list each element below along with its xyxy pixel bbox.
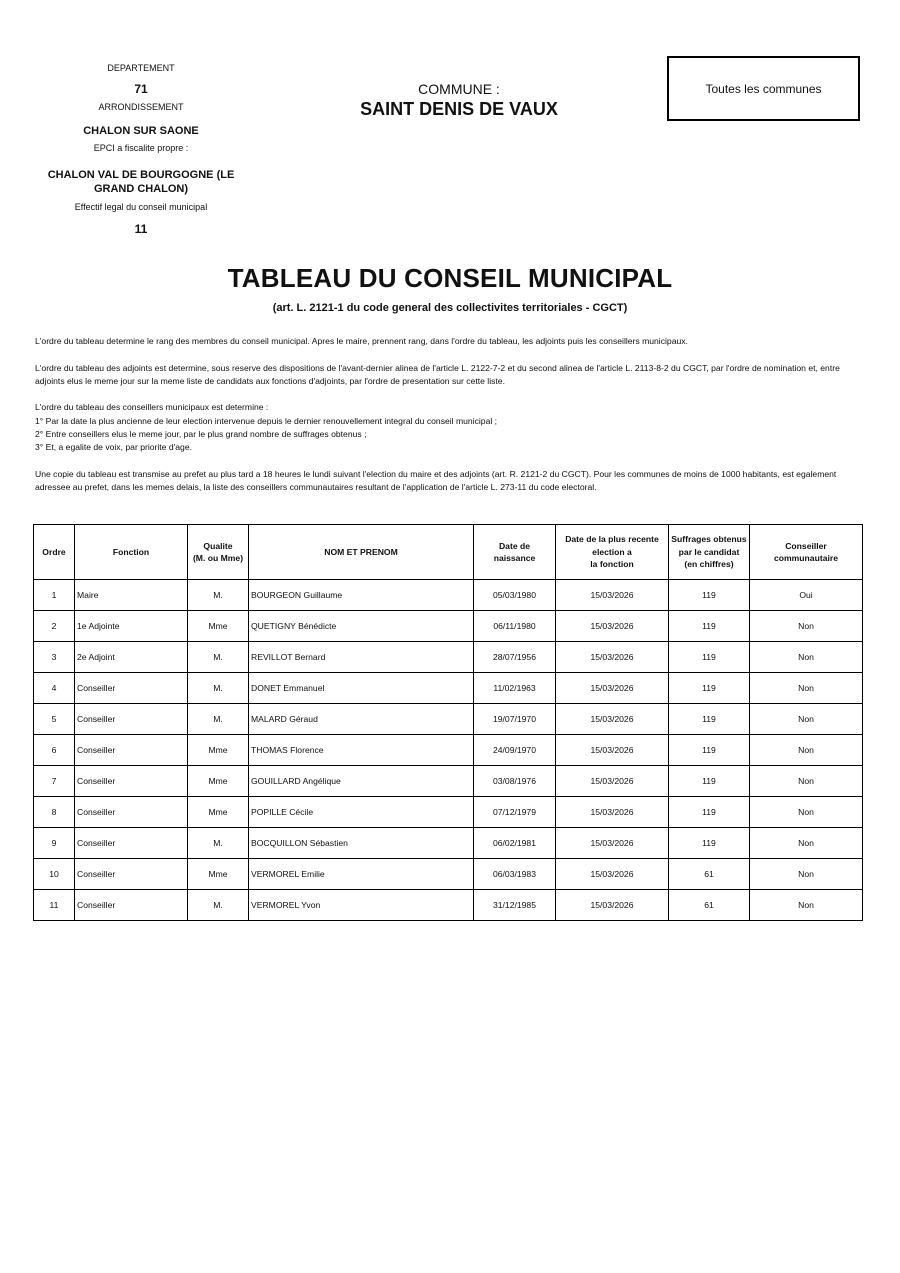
cell-qualite: Mme <box>188 611 249 642</box>
cell-ordre: 10 <box>34 859 75 890</box>
header-communautaire: Conseiller communautaire <box>750 525 863 580</box>
commune-heading <box>300 80 618 120</box>
cell-election: 15/03/2026 <box>556 735 669 766</box>
page-title: TABLEAU DU CONSEIL MUNICIPAL <box>227 263 673 293</box>
cell-ordre: 4 <box>34 673 75 704</box>
header-fonction: Fonction <box>75 525 188 580</box>
cell-nom: REVILLOT Bernard <box>249 642 474 673</box>
cell-suffrages: 119 <box>669 673 750 704</box>
cell-naissance: 19/07/1970 <box>474 704 556 735</box>
cell-ordre: 8 <box>34 797 75 828</box>
cell-election: 15/03/2026 <box>556 611 669 642</box>
cell-suffrages: 119 <box>669 611 750 642</box>
cell-naissance: 31/12/1985 <box>474 890 556 921</box>
cell-suffrages: 119 <box>669 828 750 859</box>
cell-ordre: 1 <box>34 580 75 611</box>
table-row <box>34 735 863 766</box>
table-row <box>34 859 863 890</box>
intro-paragraph-1: L'ordre du tableau determine le rang des membres du conseil municipal. Apres le maire, prennent rang, dans l'ordre du tableau, les adjoints puis les conseillers municipaux. <box>35 336 688 346</box>
departement-value: 71 <box>134 82 148 96</box>
cell-ordre: 6 <box>34 735 75 766</box>
header-nom: NOM ET PRENOM <box>249 525 474 580</box>
cell-qualite: M. <box>188 673 249 704</box>
cell-suffrages: 61 <box>669 859 750 890</box>
cell-ordre: 9 <box>34 828 75 859</box>
cell-naissance: 03/08/1976 <box>474 766 556 797</box>
cell-qualite: M. <box>188 890 249 921</box>
table-row <box>34 642 863 673</box>
cell-qualite: Mme <box>188 797 249 828</box>
intro-text <box>35 335 865 508</box>
cell-election: 15/03/2026 <box>556 704 669 735</box>
cell-qualite: Mme <box>188 735 249 766</box>
cell-ordre: 5 <box>34 704 75 735</box>
cell-naissance: 28/07/1956 <box>474 642 556 673</box>
effectif-value: 11 <box>134 222 148 236</box>
cell-qualite: Mme <box>188 859 249 890</box>
cell-communautaire: Non <box>750 704 863 735</box>
cell-nom: BOURGEON Guillaume <box>249 580 474 611</box>
cell-election: 15/03/2026 <box>556 797 669 828</box>
cell-communautaire: Non <box>750 766 863 797</box>
cell-communautaire: Non <box>750 611 863 642</box>
cell-election: 15/03/2026 <box>556 580 669 611</box>
cell-fonction: Maire <box>75 580 188 611</box>
intro-paragraph-2: L'ordre du tableau des adjoints est determine, sous reserve des dispositions de l'avant-dernier alinea de l'article L. 2122-7-2 et du second alinea de l'article L. 2113-8-2 du CGCT, par l'ordre de nomination et, entre adjoints elus le meme jour sur la meme liste de candidats aux fonctions d'adjoints, par l'ordre de presentation sur cette liste. <box>35 362 840 386</box>
cell-naissance: 07/12/1979 <box>474 797 556 828</box>
cell-nom: BOCQUILLON Sébastien <box>249 828 474 859</box>
table-row <box>34 890 863 921</box>
table-row <box>34 828 863 859</box>
communes-filter-box: Toutes les communes <box>667 56 860 121</box>
cell-election: 15/03/2026 <box>556 642 669 673</box>
cell-suffrages: 119 <box>669 766 750 797</box>
cell-fonction: Conseiller <box>75 890 188 921</box>
cell-qualite: Mme <box>188 766 249 797</box>
cell-communautaire: Oui <box>750 580 863 611</box>
cell-naissance: 06/11/1980 <box>474 611 556 642</box>
cell-nom: MALARD Géraud <box>249 704 474 735</box>
cell-communautaire: Non <box>750 642 863 673</box>
arrondissement-value: CHALON SUR SAONE <box>83 125 199 137</box>
cell-fonction: Conseiller <box>75 797 188 828</box>
cell-ordre: 3 <box>34 642 75 673</box>
cell-naissance: 24/09/1970 <box>474 735 556 766</box>
effectif-label: Effectif legal du conseil municipal <box>74 202 208 212</box>
header-suffrages: Suffrages obtenus par le candidat (en chiffres) <box>669 525 750 580</box>
cell-qualite: M. <box>188 828 249 859</box>
commune-name: SAINT DENIS DE VAUX <box>360 99 558 119</box>
table-row <box>34 580 863 611</box>
cell-naissance: 05/03/1980 <box>474 580 556 611</box>
cell-fonction: 1e Adjointe <box>75 611 188 642</box>
cell-naissance: 06/03/1983 <box>474 859 556 890</box>
cell-election: 15/03/2026 <box>556 890 669 921</box>
cell-election: 15/03/2026 <box>556 828 669 859</box>
cell-suffrages: 119 <box>669 642 750 673</box>
council-table <box>33 524 863 921</box>
cell-ordre: 11 <box>34 890 75 921</box>
table-row <box>34 704 863 735</box>
cell-ordre: 2 <box>34 611 75 642</box>
commune-label: COMMUNE : <box>418 81 500 97</box>
table-row <box>34 673 863 704</box>
cell-qualite: M. <box>188 642 249 673</box>
table-row <box>34 766 863 797</box>
administrative-info <box>30 58 252 236</box>
table-row <box>34 797 863 828</box>
intro-paragraph-4: Une copie du tableau est transmise au prefet au plus tard a 18 heures le lundi suivant l'election du maire et des adjoints (art. R. 2121-2 du CGCT). Pour les communes de moins de 1000 habitants, est egalement adressee au prefet, dans les memes delais, la liste des conseillers communautaires resultant de l'application de l'article L. 273-11 du code electoral. <box>35 468 837 493</box>
cell-communautaire: Non <box>750 859 863 890</box>
cell-suffrages: 61 <box>669 890 750 921</box>
cell-election: 15/03/2026 <box>556 766 669 797</box>
cell-fonction: Conseiller <box>75 735 188 766</box>
cell-fonction: 2e Adjoint <box>75 642 188 673</box>
cell-qualite: M. <box>188 580 249 611</box>
cell-nom: POPILLE Cécile <box>249 797 474 828</box>
cell-communautaire: Non <box>750 673 863 704</box>
header-naissance: Date de naissance <box>474 525 556 580</box>
cell-qualite: M. <box>188 704 249 735</box>
header-election: Date de la plus recente election a la fonction <box>556 525 669 580</box>
cell-nom: QUETIGNY Bénédicte <box>249 611 474 642</box>
cell-nom: VERMOREL Yvon <box>249 890 474 921</box>
intro-p3-line-4: 3° Et, a egalite de voix, par priorite d'age. <box>35 442 192 453</box>
cell-suffrages: 119 <box>669 580 750 611</box>
intro-p3-line-3: 2° Entre conseillers elus le meme jour, par le plus grand nombre de suffrages obtenus ; <box>35 429 367 440</box>
cell-naissance: 06/02/1981 <box>474 828 556 859</box>
council-table-body <box>34 580 863 921</box>
cell-suffrages: 119 <box>669 735 750 766</box>
header-ordre: Ordre <box>34 525 75 580</box>
cell-fonction: Conseiller <box>75 673 188 704</box>
cell-suffrages: 119 <box>669 797 750 828</box>
cell-communautaire: Non <box>750 828 863 859</box>
cell-nom: GOUILLARD Angélique <box>249 766 474 797</box>
cell-nom: VERMOREL Emilie <box>249 859 474 890</box>
intro-p3-line-2: 1° Par la date la plus ancienne de leur election intervenue depuis le dernier renouvellement integral du conseil municipal ; <box>35 415 498 426</box>
cell-fonction: Conseiller <box>75 828 188 859</box>
departement-label: DEPARTEMENT <box>107 63 175 73</box>
table-row <box>34 611 863 642</box>
table-header-row <box>34 525 863 580</box>
page-subtitle: (art. L. 2121-1 du code general des collectivites territoriales - CGCT) <box>272 302 628 314</box>
cell-election: 15/03/2026 <box>556 673 669 704</box>
epci-value: CHALON VAL DE BOURGOGNE (LE GRAND CHALON) <box>47 169 235 195</box>
cell-naissance: 11/02/1963 <box>474 673 556 704</box>
cell-ordre: 7 <box>34 766 75 797</box>
cell-communautaire: Non <box>750 890 863 921</box>
cell-nom: DONET Emmanuel <box>249 673 474 704</box>
cell-election: 15/03/2026 <box>556 859 669 890</box>
cell-communautaire: Non <box>750 797 863 828</box>
intro-p3-line-1: L'ordre du tableau des conseillers municipaux est determine : <box>35 402 269 413</box>
cell-fonction: Conseiller <box>75 766 188 797</box>
epci-label: EPCI a fiscalite propre : <box>93 143 189 153</box>
cell-fonction: Conseiller <box>75 859 188 890</box>
header-qualite: Qualite (M. ou Mme) <box>188 525 249 580</box>
intro-paragraph-3 <box>35 401 865 454</box>
cell-nom: THOMAS Florence <box>249 735 474 766</box>
arrondissement-label: ARRONDISSEMENT <box>98 102 184 112</box>
cell-fonction: Conseiller <box>75 704 188 735</box>
cell-communautaire: Non <box>750 735 863 766</box>
cell-suffrages: 119 <box>669 704 750 735</box>
